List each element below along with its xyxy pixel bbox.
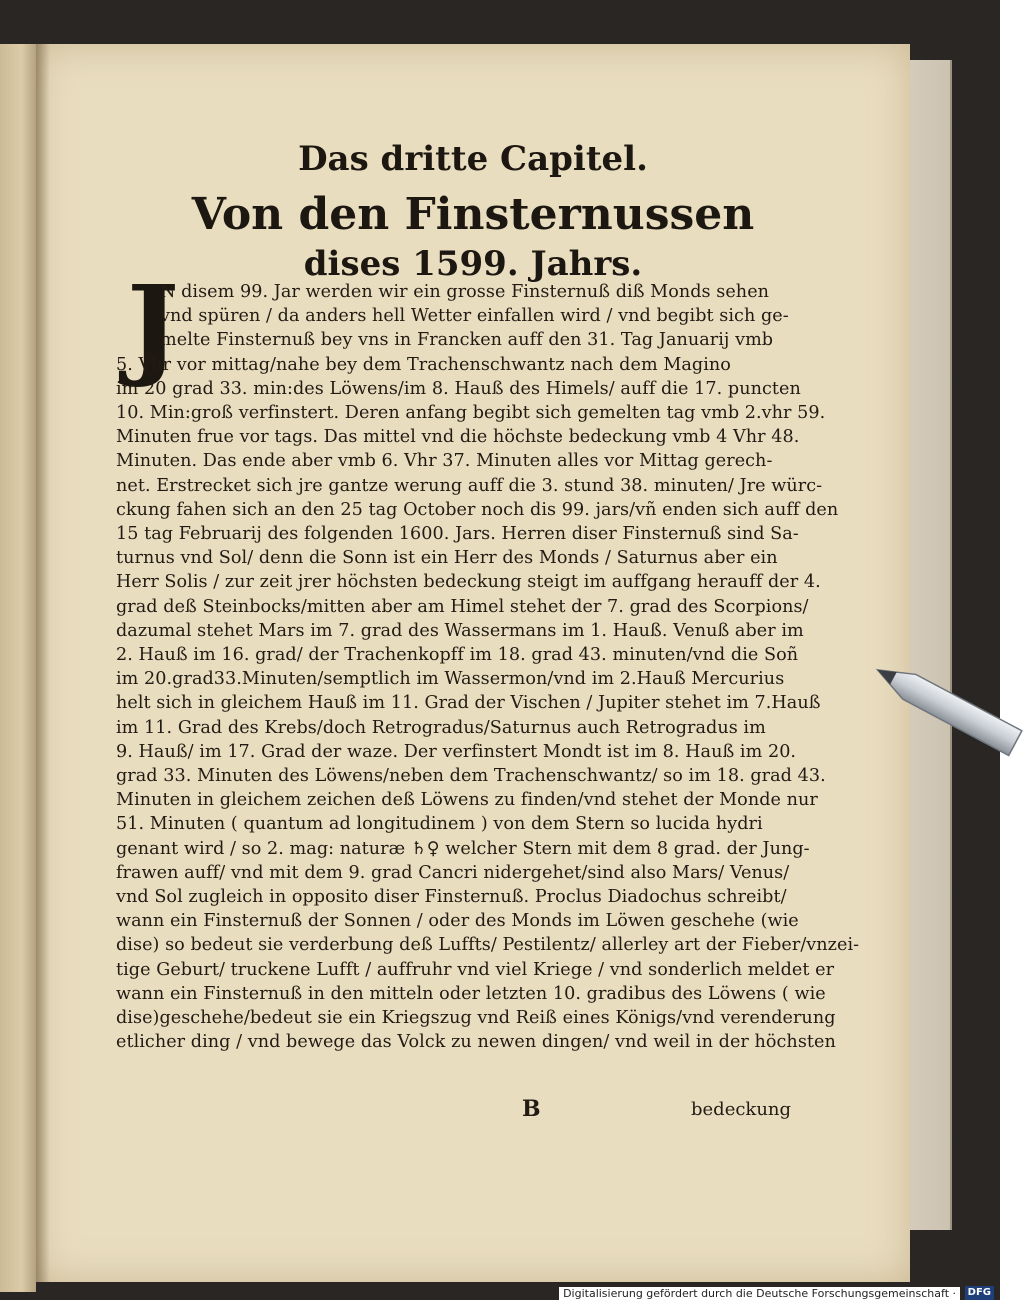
catchword: bedeckung [691, 1099, 792, 1120]
body-line: turnus vnd Sol/ denn die Sonn ist ein Herr des Monds / Saturnus aber ein [116, 548, 778, 569]
chapter-label: Das dritte Capitel. [298, 139, 648, 179]
body-line: etlicher ding / vnd bewege das Volck zu newen dingen/ vnd weil in der höchsten [116, 1032, 836, 1053]
facing-page-edge [0, 44, 36, 1292]
body-line: dise) so bedeut sie verderbung deß Luffts/ Pestilentz/ allerley art der Fieber/vnzei- [116, 935, 860, 956]
body-line: Minuten in gleichem zeichen deß Löwens zu finden/vnd stehet der Monde nur [116, 790, 818, 811]
body-line: genant wird / so 2. mag: naturæ ♄♀ welcher Stern mit dem 8 grad. der Jung- [116, 838, 810, 859]
body-line: ckung fahen sich an den 25 tag October noch dis 99. jars/vñ enden sich auff den [116, 499, 839, 520]
body-line: 2. Hauß im 16. grad/ der Trachenkopff im 18. grad 43. minuten/vnd die Soñ [116, 645, 799, 665]
chapter-title-line-2: dises 1599. Jahrs. [303, 244, 643, 284]
body-line: helt sich in gleichem Hauß im 11. Grad der Vischen / Jupiter stehet im 7.Hauß [116, 693, 821, 714]
body-line: wann ein Finsternuß in den mitteln oder letzten 10. gradibus des Löwens ( wie [116, 983, 826, 1004]
body-line: melte Finsternuß bey vns in Francken auff den 31. Tag Januarij vmb [160, 330, 774, 351]
body-line: im 20.grad33.Minuten/semptlich im Wassermon/vnd im 2.Hauß Mercurius [116, 669, 785, 690]
body-line: N disem 99. Jar werden wir ein grosse Finsternuß diß Monds sehen [160, 282, 770, 302]
body-line: im 20 grad 33. min:des Löwens/im 8. Hauß des Himels/ auff die 17. puncten [116, 378, 801, 399]
body-line: Herr Solis / zur zeit jrer höchsten bedeckung steigt im auffgang herauff der 4. [116, 572, 821, 593]
signature-mark: B [522, 1096, 541, 1122]
body-line: frawen auff/ vnd mit dem 9. grad Cancri nidergehet/sind also Mars/ Venus/ [116, 862, 790, 883]
body-line: 9. Hauß/ im 17. Grad der waze. Der verfinstert Mondt ist im 8. Hauß im 20. [116, 741, 797, 762]
body-line: 51. Minuten ( quantum ad longitudinem ) von dem Stern so lucida hydri [116, 814, 763, 835]
book-page [36, 44, 910, 1282]
body-line: net. Erstrecket sich jre gantze werung auff die 3. stund 38. minuten/ Jre würc- [116, 475, 823, 496]
body-line: im 11. Grad des Krebs/doch Retrogradus/Saturnus auch Retrogradus im [116, 717, 766, 738]
drop-cap: J [126, 261, 180, 390]
body-line: vnd Sol zugleich in opposito diser Finsternuß. Proclus Diadochus schreibt/ [116, 887, 787, 907]
chapter-title-line-1: Von den Finsternussen [191, 189, 755, 240]
body-line: Minuten. Das ende aber vmb 6. Vhr 37. Minuten alles vor Mittag gerech- [116, 451, 773, 472]
body-line: grad 33. Minuten des Löwens/neben dem Trachenschwantz/ so im 18. grad 43. [116, 766, 826, 786]
dfg-logo: DFG [965, 1286, 994, 1300]
body-line: Minuten frue vor tags. Das mittel vnd die höchste bedeckung vmb 4 Vhr 48. [116, 427, 800, 448]
body-line: dise)geschehe/bedeut sie ein Kriegszug vnd Reiß eines Königs/vnd verenderung [116, 1008, 836, 1028]
body-line: grad deß Steinbocks/mitten aber am Himel stehet der 7. grad des Scorpions/ [116, 596, 809, 617]
body-line: wann ein Finsternuß der Sonnen / oder des Monds im Löwen geschehe (wie [116, 911, 799, 932]
body-line: 10. Min:groß verfinstert. Deren anfang begibt sich gemelten tag vmb 2.vhr 59. [116, 403, 826, 423]
body-line: 15 tag Februarij des folgenden 1600. Jars. Herren diser Finsternuß sind Sa- [116, 524, 799, 544]
digitization-credit: Digitalisierung gefördert durch die Deutsche Forschungsgemeinschaft · [559, 1287, 960, 1300]
body-line: tige Geburt/ truckene Lufft / auffruhr vnd viel Kriege / vnd sonderlich meldet er [116, 959, 835, 980]
body-line: vnd spüren / da anders hell Wetter einfallen wird / vnd begibt sich ge- [160, 306, 789, 327]
body-line: dazumal stehet Mars im 7. grad des Wassermans im 1. Hauß. Venuß aber im [116, 620, 804, 641]
body-line: 5. Vhr vor mittag/nahe bey dem Trachenschwantz nach dem Magino [116, 354, 731, 375]
